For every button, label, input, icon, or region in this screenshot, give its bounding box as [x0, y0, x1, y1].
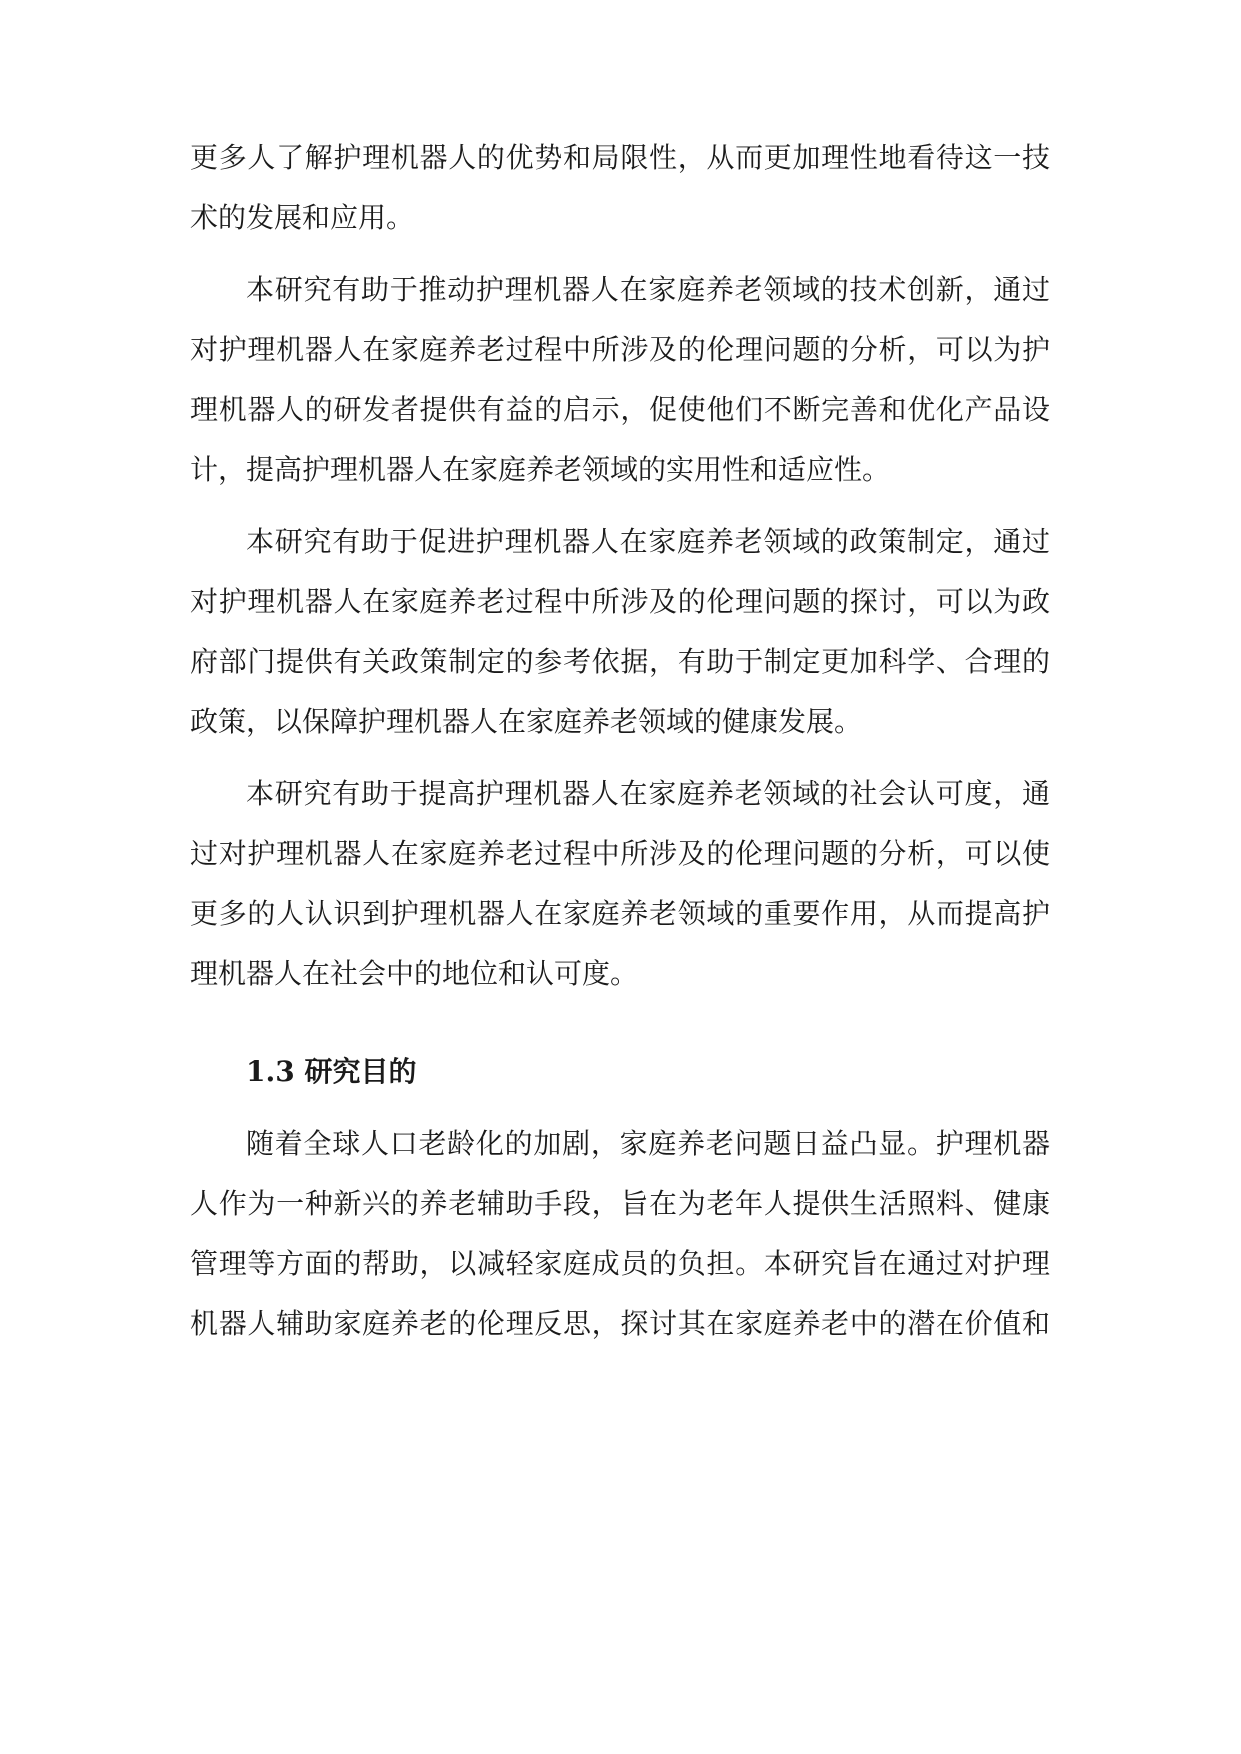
paragraph-line: 随着全球人口老龄化的加剧，家庭养老问题日益凸显。护理机器	[246, 1127, 1050, 1160]
paragraph-line: 本研究有助于推动护理机器人在家庭养老领域的技术创新，通过	[246, 273, 1050, 306]
paragraph-line: 术的发展和应用。	[190, 201, 415, 234]
paragraph-line: 过对护理机器人在家庭养老过程中所涉及的伦理问题的分析，可以使	[190, 837, 1050, 870]
paragraph-line: 更多人了解护理机器人的优势和局限性，从而更加理性地看待这一技	[190, 141, 1050, 174]
paragraph-line: 对护理机器人在家庭养老过程中所涉及的伦理问题的探讨，可以为政	[190, 585, 1050, 618]
paragraph-line: 府部门提供有关政策制定的参考依据，有助于制定更加科学、合理的	[190, 645, 1050, 678]
paragraph-line: 对护理机器人在家庭养老过程中所涉及的伦理问题的分析，可以为护	[190, 333, 1050, 366]
paragraph-line: 人作为一种新兴的养老辅助手段，旨在为老年人提供生活照料、健康	[190, 1187, 1050, 1220]
paragraph-line: 机器人辅助家庭养老的伦理反思，探讨其在家庭养老中的潜在价值和	[190, 1307, 1050, 1340]
paragraph-line: 政策，以保障护理机器人在家庭养老领域的健康发展。	[190, 705, 863, 738]
paragraph-line: 本研究有助于提高护理机器人在家庭养老领域的社会认可度，通	[246, 777, 1050, 810]
paragraph-line: 计，提高护理机器人在家庭养老领域的实用性和适应性。	[190, 453, 891, 486]
paragraph-line: 更多的人认识到护理机器人在家庭养老领域的重要作用，从而提高护	[190, 897, 1050, 930]
paragraph-line: 本研究有助于促进护理机器人在家庭养老领域的政策制定，通过	[246, 525, 1050, 558]
paragraph-line: 管理等方面的帮助，以减轻家庭成员的负担。本研究旨在通过对护理	[190, 1247, 1050, 1280]
section-heading: 1.3 研究目的	[246, 1055, 417, 1088]
paragraph-line: 理机器人在社会中的地位和认可度。	[190, 957, 639, 990]
paragraph-line: 理机器人的研发者提供有益的启示，促使他们不断完善和优化产品设	[190, 393, 1050, 426]
